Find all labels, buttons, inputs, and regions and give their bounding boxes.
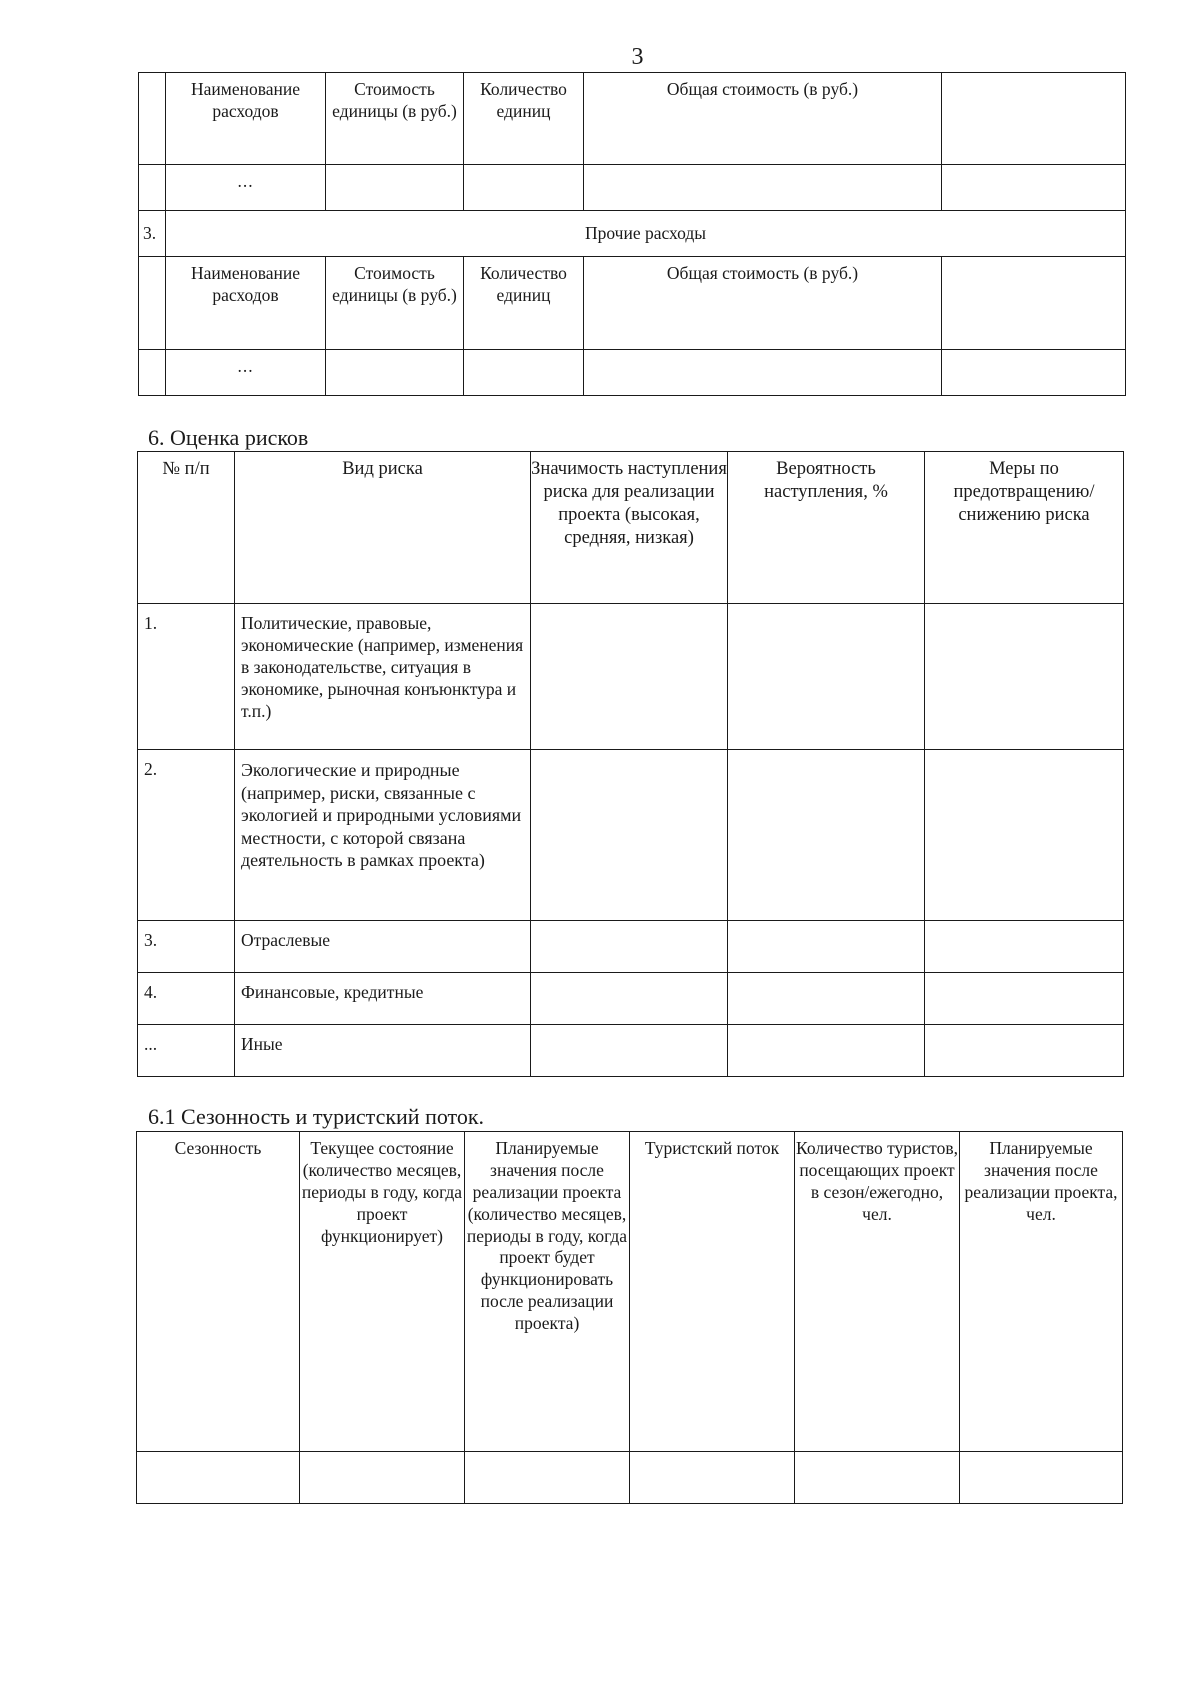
expenses-table — [138, 72, 1126, 396]
table-row — [138, 604, 1124, 750]
table-cell — [728, 604, 925, 750]
table-cell — [139, 350, 166, 396]
header-cell-type: Вид риска — [235, 452, 531, 604]
table-row — [137, 1452, 1123, 1504]
table-cell — [728, 1025, 925, 1077]
table-cell — [925, 750, 1124, 921]
risk-type: Иные — [235, 1025, 531, 1077]
header-cell-planned-people: Планируемые значения после реализации проекта, чел. — [960, 1132, 1123, 1452]
header-cell-num: № п/п — [138, 452, 235, 604]
row-number: 2. — [138, 750, 235, 921]
table-cell — [584, 350, 942, 396]
header-cell-flow: Туристский поток — [630, 1132, 795, 1452]
header-cell-probability: Вероятность наступления, % — [728, 452, 925, 604]
header-cell-name: Наименование расходов — [166, 73, 326, 165]
risk-type: Отраслевые — [235, 921, 531, 973]
risk-type: Финансовые, кредитные — [235, 973, 531, 1025]
risk-section-heading: 6. Оценка рисков — [148, 425, 309, 450]
row-number: 1. — [138, 604, 235, 750]
page-number: 3 — [631, 44, 644, 70]
table-cell — [464, 165, 584, 211]
table-cell — [584, 165, 942, 211]
table-cell — [465, 1452, 630, 1504]
table-cell — [531, 921, 728, 973]
risk-type: Политические, правовые, экономические (например, изменения в законодательстве, ситуация в экономике, рыночная конъюнктура и т.п.) — [235, 604, 531, 750]
table-cell — [728, 973, 925, 1025]
header-cell-unit-cost: Стоимость единицы (в руб.) — [326, 257, 464, 350]
table-cell — [139, 165, 166, 211]
row-number: ... — [138, 1025, 235, 1077]
table-cell — [728, 750, 925, 921]
table-cell — [464, 350, 584, 396]
table-cell — [942, 257, 1126, 350]
table-cell — [137, 1452, 300, 1504]
table-cell — [942, 73, 1126, 165]
header-cell-total: Общая стоимость (в руб.) — [584, 257, 942, 350]
season-section-heading: 6.1 Сезонность и туристский поток. — [148, 1104, 485, 1129]
header-cell-total: Общая стоимость (в руб.) — [584, 73, 942, 165]
table-cell — [925, 921, 1124, 973]
table-cell — [630, 1452, 795, 1504]
ellipsis-cell: ... — [166, 165, 326, 211]
table-cell — [942, 165, 1126, 211]
table-row — [138, 1025, 1124, 1077]
header-cell-seasonality: Сезонность — [137, 1132, 300, 1452]
table-cell — [326, 165, 464, 211]
table-cell — [795, 1452, 960, 1504]
header-cell-name: Наименование расходов — [166, 257, 326, 350]
table-cell — [139, 257, 166, 350]
table-row — [138, 921, 1124, 973]
section-number: 3. — [139, 211, 166, 257]
ellipsis-cell: ... — [166, 350, 326, 396]
risk-type: Экологические и природные (например, риски, связанные с экологией и природными условиями местности, с которой связана деятельность в рамках проекта) — [235, 750, 531, 921]
table-cell — [925, 973, 1124, 1025]
header-cell-measures: Меры по предотвращению/снижению риска — [925, 452, 1124, 604]
table-cell — [531, 1025, 728, 1077]
row-number: 4. — [138, 973, 235, 1025]
header-cell-quantity: Количество единиц — [464, 73, 584, 165]
header-cell-unit-cost: Стоимость единицы (в руб.) — [326, 73, 464, 165]
table-cell — [728, 921, 925, 973]
table-cell — [531, 604, 728, 750]
table-cell — [300, 1452, 465, 1504]
table-cell — [942, 350, 1126, 396]
table-row — [138, 750, 1124, 921]
row-number: 3. — [138, 921, 235, 973]
risk-table — [137, 451, 1124, 1077]
season-table — [136, 1131, 1123, 1504]
header-cell-planned: Планируемые значения после реализации проекта (количество месяцев, периоды в году, когда проект будет функционировать после реализации проекта) — [465, 1132, 630, 1452]
table-cell — [925, 604, 1124, 750]
table-cell — [326, 350, 464, 396]
table-cell — [531, 750, 728, 921]
header-cell-significance: Значимость наступления риска для реализации проекта (высокая, средняя, низкая) — [531, 452, 728, 604]
header-cell-quantity: Количество единиц — [464, 257, 584, 350]
table-cell — [531, 973, 728, 1025]
header-cell-current: Текущее состояние (количество месяцев, периоды в году, когда проект функционирует) — [300, 1132, 465, 1452]
header-cell-tourists: Количество туристов, посещающих проект в сезон/ежегодно, чел. — [795, 1132, 960, 1452]
table-cell — [139, 73, 166, 165]
table-row — [138, 973, 1124, 1025]
section-title: Прочие расходы — [166, 211, 1126, 257]
table-cell — [960, 1452, 1123, 1504]
table-cell — [925, 1025, 1124, 1077]
